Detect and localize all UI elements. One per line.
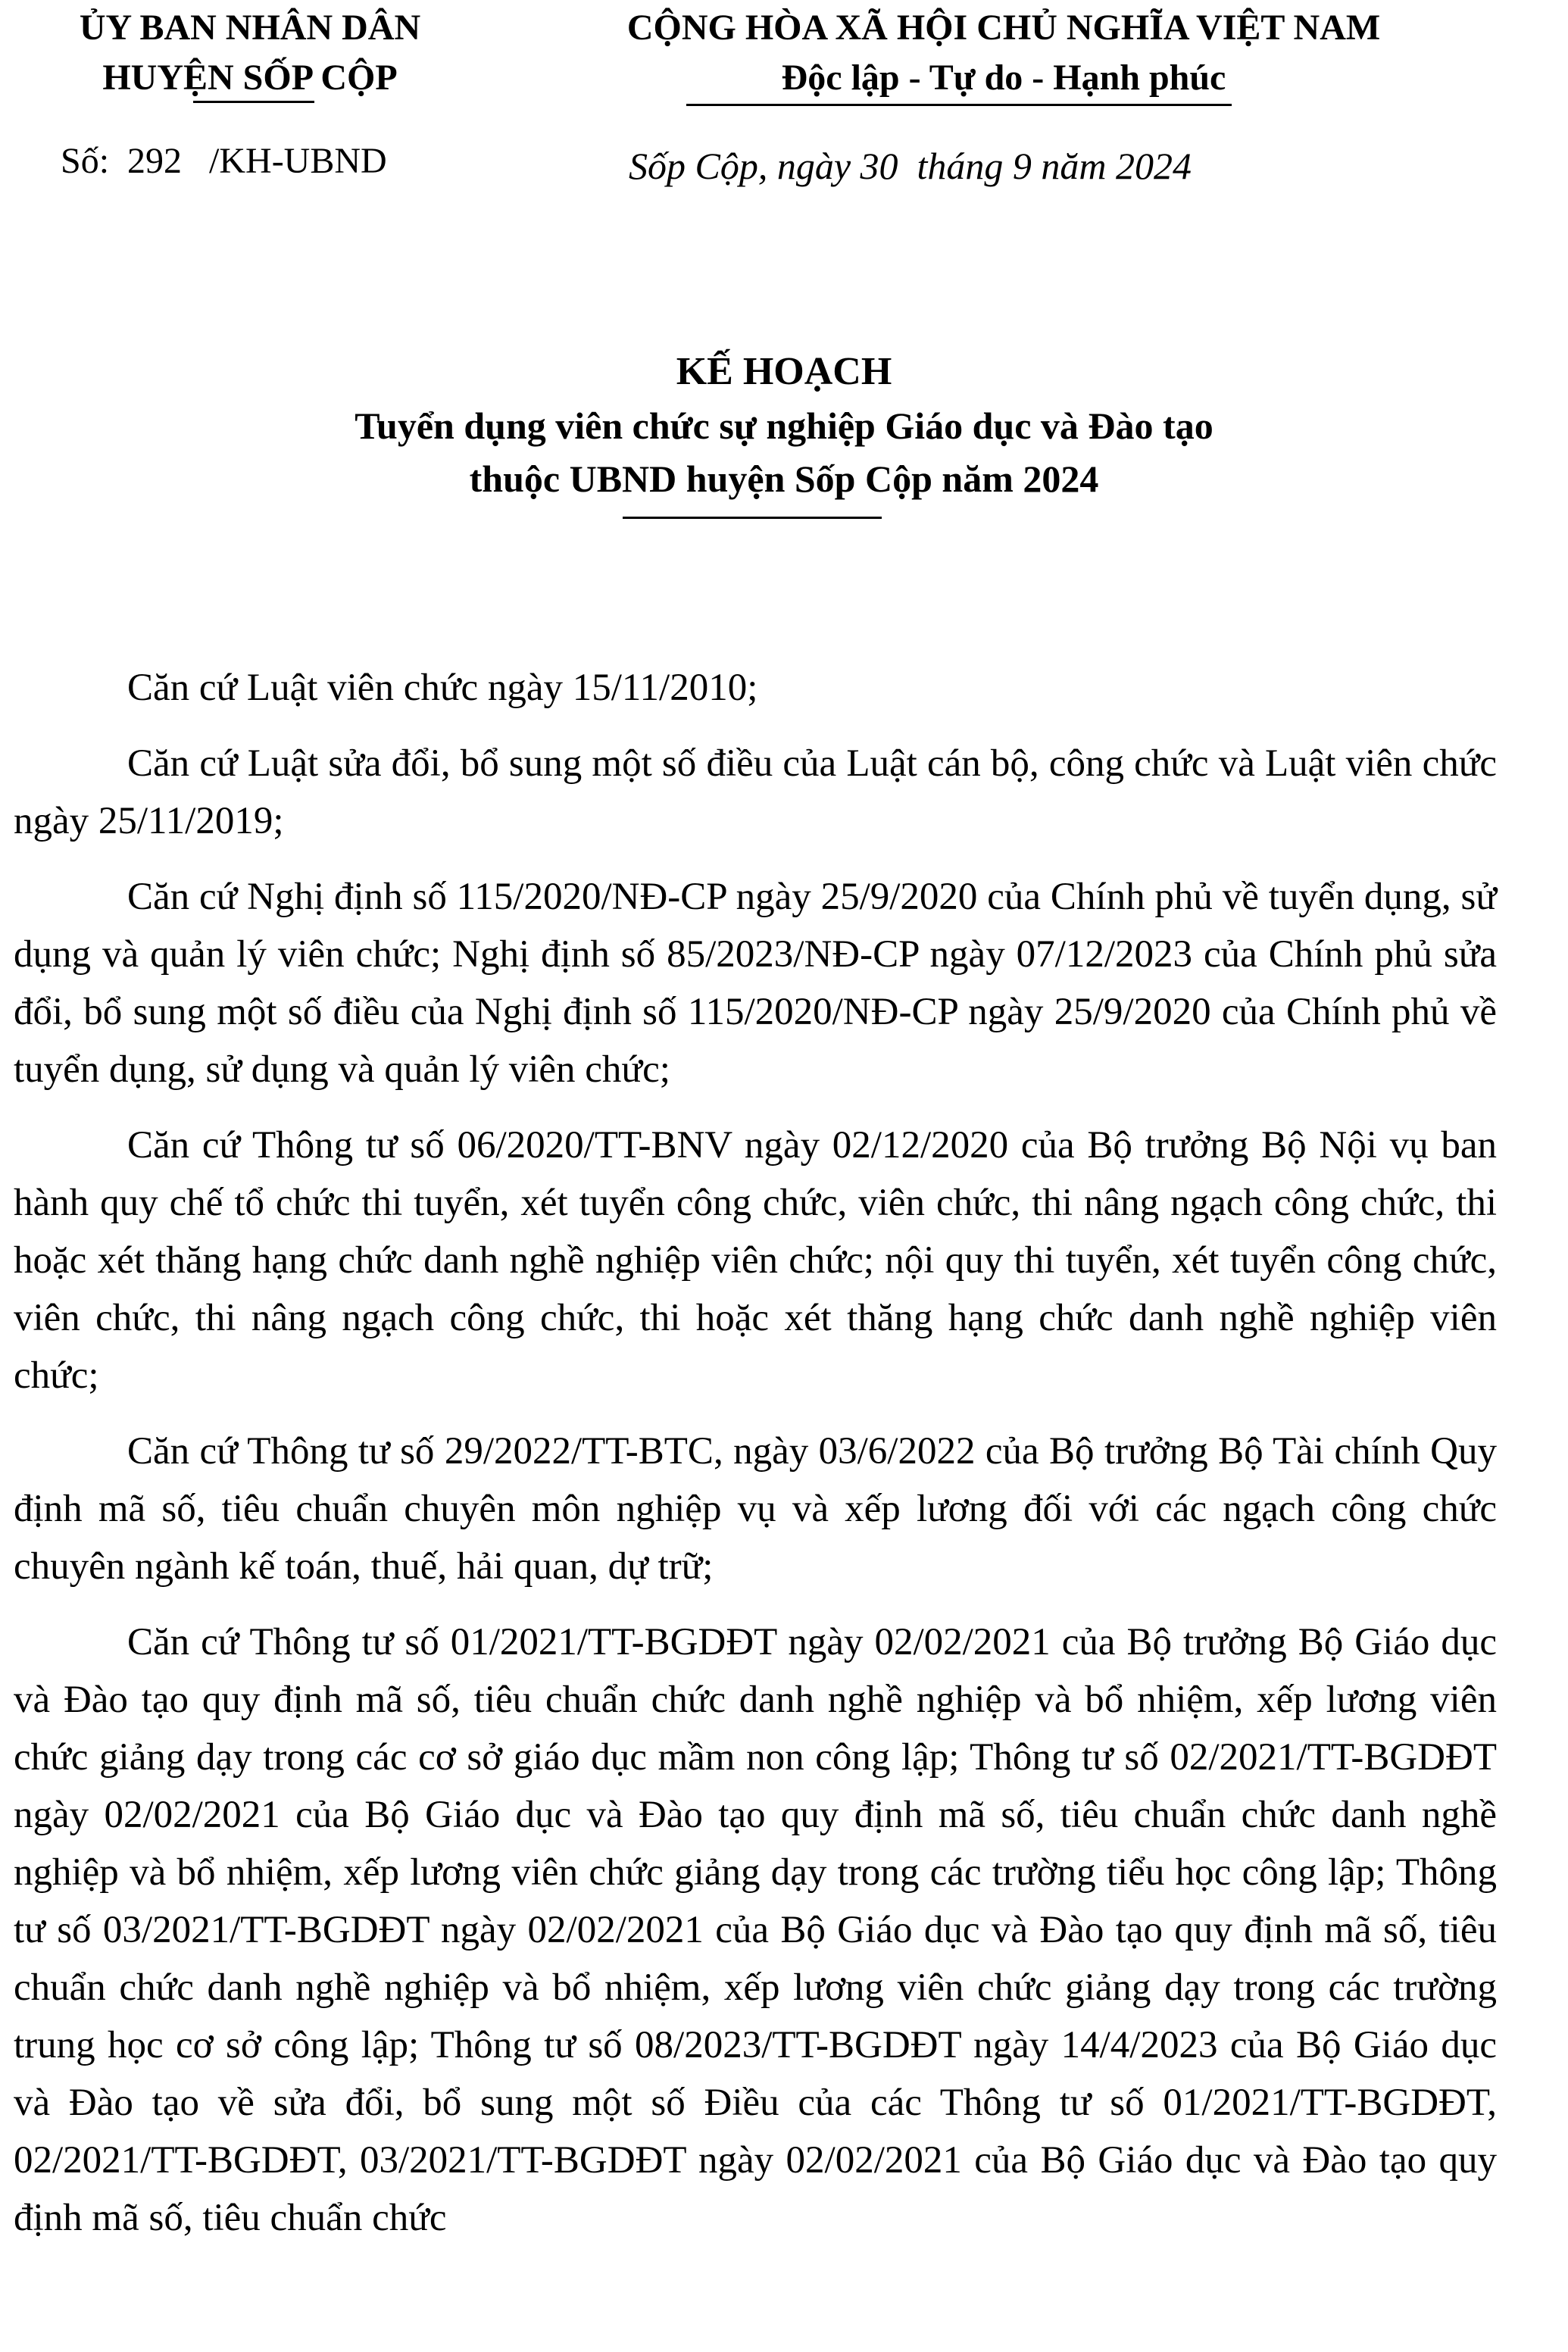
national-motto: Độc lập - Tự do - Hạnh phúc xyxy=(781,58,1226,98)
place-date: Sốp Cộp, ngày 30 tháng 9 năm 2024 xyxy=(629,145,1192,187)
paragraph: Căn cứ Luật sửa đổi, bổ sung một số điều của Luật cán bộ, công chức và Luật viên chức ngày 25/11/2019; xyxy=(14,742,1497,842)
document-body xyxy=(14,659,1497,2265)
authority-underline xyxy=(193,101,314,103)
title-main: KẾ HOẠCH xyxy=(676,350,892,393)
national-name: CỘNG HÒA XÃ HỘI CHỦ NGHĨA VIỆT NAM xyxy=(626,8,1381,48)
motto-underline xyxy=(686,104,1232,106)
paragraph: Căn cứ Thông tư số 01/2021/TT-BGDĐT ngày 02/02/2021 của Bộ trưởng Bộ Giáo dục và Đào tạo quy định mã số, tiêu chuẩn chức danh nghề nghiệp và bổ nhiệm, xếp lương viên chức giảng dạy trong các cơ sở giáo dục mầm non công lập; Thông tư số 02/2021/TT-BGDĐT ngày 02/02/2021 của Bộ Giáo dục và Đào tạo quy định mã số, tiêu chuẩn chức danh nghề nghiệp và bổ nhiệm, xếp lương viên chức giảng dạy trong các trường tiểu học công lập; Thông tư số 03/2021/TT-BGDĐT ngày 02/02/2021 của Bộ Giáo dục và Đào tạo quy định mã số, tiêu chuẩn chức danh nghề nghiệp và bổ nhiệm, xếp lương viên chức giảng dạy trong các trường trung học cơ sở công lập; Thông tư số 08/2023/TT-BGDĐT ngày 14/4/2023 của Bộ Giáo dục và Đào tạo về sửa đổi, bổ sung một số Điều của các Thông tư số 01/2021/TT-BGDĐT, 02/2021/TT-BGDĐT, 03/2021/TT-BGDĐT ngày 02/02/2021 của Bộ Giáo dục và Đào tạo quy định mã số, tiêu chuẩn chức xyxy=(14,1621,1497,2239)
document-number: Số: 292 /KH-UBND xyxy=(61,141,387,181)
authority-line-2: HUYỆN SỐP CỘP xyxy=(102,58,398,98)
title-line-2: Tuyển dụng viên chức sự nghiệp Giáo dục và Đào tạo xyxy=(355,404,1213,447)
document-title xyxy=(0,345,1568,505)
title-underline xyxy=(623,517,882,519)
issuing-authority xyxy=(38,3,462,103)
paragraph: Căn cứ Luật viên chức ngày 15/11/2010; xyxy=(127,667,758,709)
paragraph: Căn cứ Nghị định số 115/2020/NĐ-CP ngày 25/9/2020 của Chính phủ về tuyển dụng, sử dụng và quản lý viên chức; Nghị định số 85/2023/NĐ-CP ngày 07/12/2023 của Chính phủ sửa đổi, bổ sung một số điều của Nghị định số 115/2020/NĐ-CP ngày 25/9/2020 của Chính phủ về tuyển dụng, sử dụng và quản lý viên chức; xyxy=(14,876,1497,1091)
authority-line-1: ỦY BAN NHÂN DÂN xyxy=(79,8,421,48)
paragraph: Căn cứ Thông tư số 06/2020/TT-BNV ngày 02/12/2020 của Bộ trưởng Bộ Nội vụ ban hành quy chế tổ chức thi tuyển, xét tuyển công chức, viên chức, thi nâng ngạch công chức, thi hoặc xét thăng hạng chức danh nghề nghiệp viên chức; nội quy thi tuyển, xét tuyển công chức, viên chức, thi nâng ngạch công chức, thi hoặc xét thăng hạng chức danh nghề nghiệp viên chức; xyxy=(14,1124,1497,1397)
paragraph: Căn cứ Thông tư số 29/2022/TT-BTC, ngày 03/6/2022 của Bộ trưởng Bộ Tài chính Quy định mã số, tiêu chuẩn chuyên môn nghiệp vụ và xếp lương đối với các ngạch công chức chuyên ngành kế toán, thuế, hải quan, dự trữ; xyxy=(14,1430,1497,1588)
national-heading xyxy=(454,3,1553,103)
title-line-3: thuộc UBND huyện Sốp Cộp năm 2024 xyxy=(469,458,1099,500)
